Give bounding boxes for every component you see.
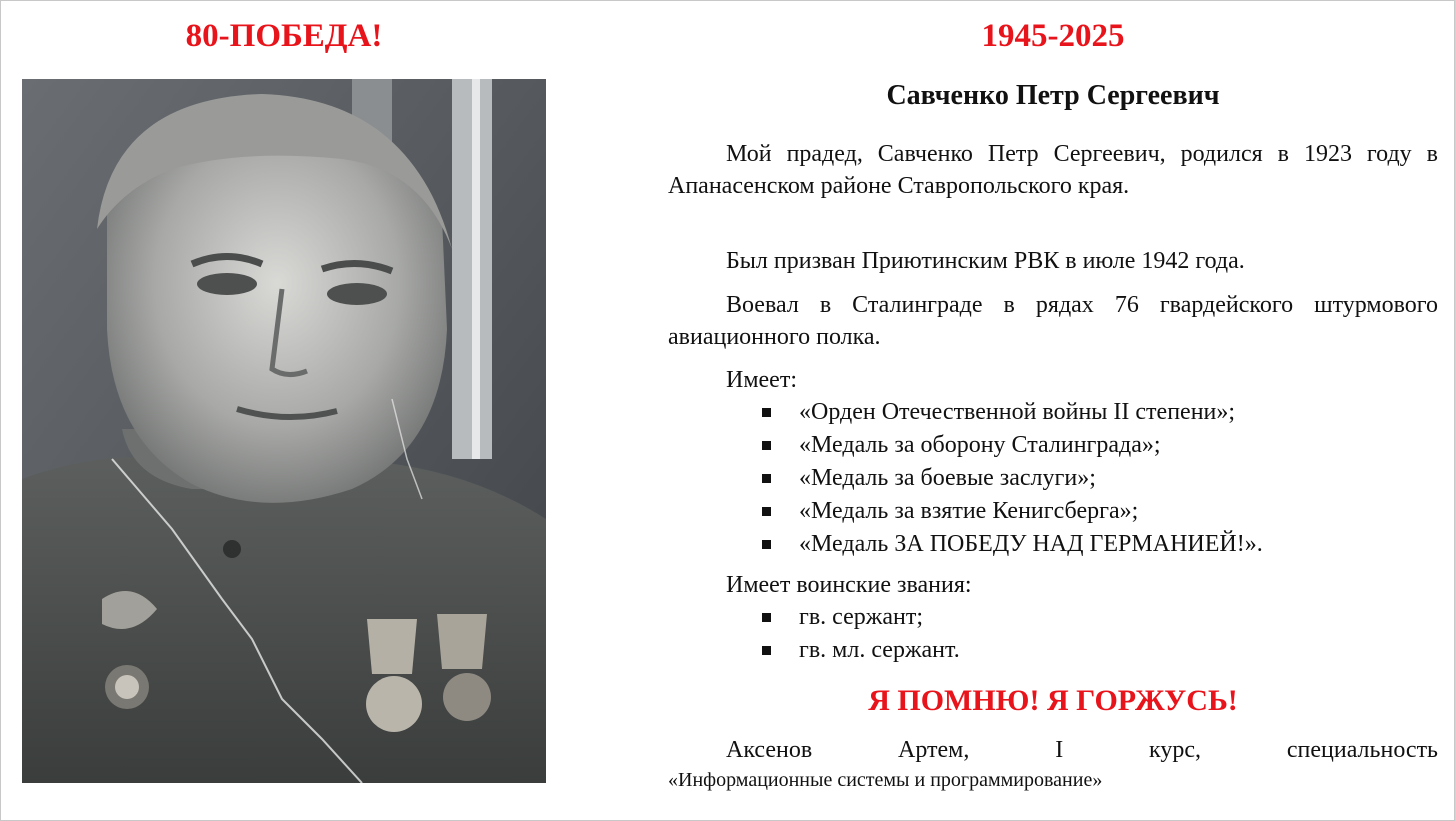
bullet-icon bbox=[762, 507, 771, 516]
bullet-icon bbox=[762, 441, 771, 450]
bullet-icon bbox=[762, 613, 771, 622]
ranks-list bbox=[762, 601, 960, 667]
veteran-name: Савченко Петр Сергеевич bbox=[886, 80, 1220, 111]
years-title: 1945-2025 bbox=[981, 18, 1125, 54]
award-item: «Медаль ЗА ПОБЕДУ НАД ГЕРМАНИЕЙ!». bbox=[762, 528, 1263, 561]
rank-item: гв. сержант; bbox=[762, 601, 960, 634]
award-item: «Орден Отечественной войны II степени»; bbox=[762, 396, 1263, 429]
award-item: «Медаль за боевые заслуги»; bbox=[762, 462, 1263, 495]
author-line: Аксенов Артем, I курс, специальность bbox=[726, 737, 1438, 763]
bio-service-paragraph: Воевал в Сталинграде в рядах 76 гвардейского штурмового авиационного полка. bbox=[668, 292, 1438, 350]
award-item: «Медаль за взятие Кенигсберга»; bbox=[762, 495, 1263, 528]
ranks-label: Имеет воинские звания: bbox=[726, 572, 972, 598]
rank-item: гв. мл. сержант. bbox=[762, 634, 960, 667]
bullet-icon bbox=[762, 408, 771, 417]
awards-label: Имеет: bbox=[726, 367, 797, 393]
bio-birth-paragraph: Мой прадед, Савченко Петр Сергеевич, родился в 1923 году в Апанасенском районе Ставропольского края. bbox=[668, 141, 1438, 199]
bullet-icon bbox=[762, 540, 771, 549]
bullet-icon bbox=[762, 646, 771, 655]
award-item: «Медаль за оборону Сталинграда»; bbox=[762, 429, 1263, 462]
veteran-portrait-photo bbox=[22, 79, 546, 783]
awards-list bbox=[762, 396, 1263, 561]
author-specialty: «Информационные системы и программирование» bbox=[668, 769, 1103, 791]
victory-title: 80-ПОБЕДА! bbox=[185, 18, 383, 54]
bullet-icon bbox=[762, 474, 771, 483]
memory-slogan: Я ПОМНЮ! Я ГОРЖУСЬ! bbox=[868, 684, 1238, 717]
bio-conscription-paragraph: Был призван Приютинским РВК в июле 1942 года. bbox=[726, 248, 1245, 274]
